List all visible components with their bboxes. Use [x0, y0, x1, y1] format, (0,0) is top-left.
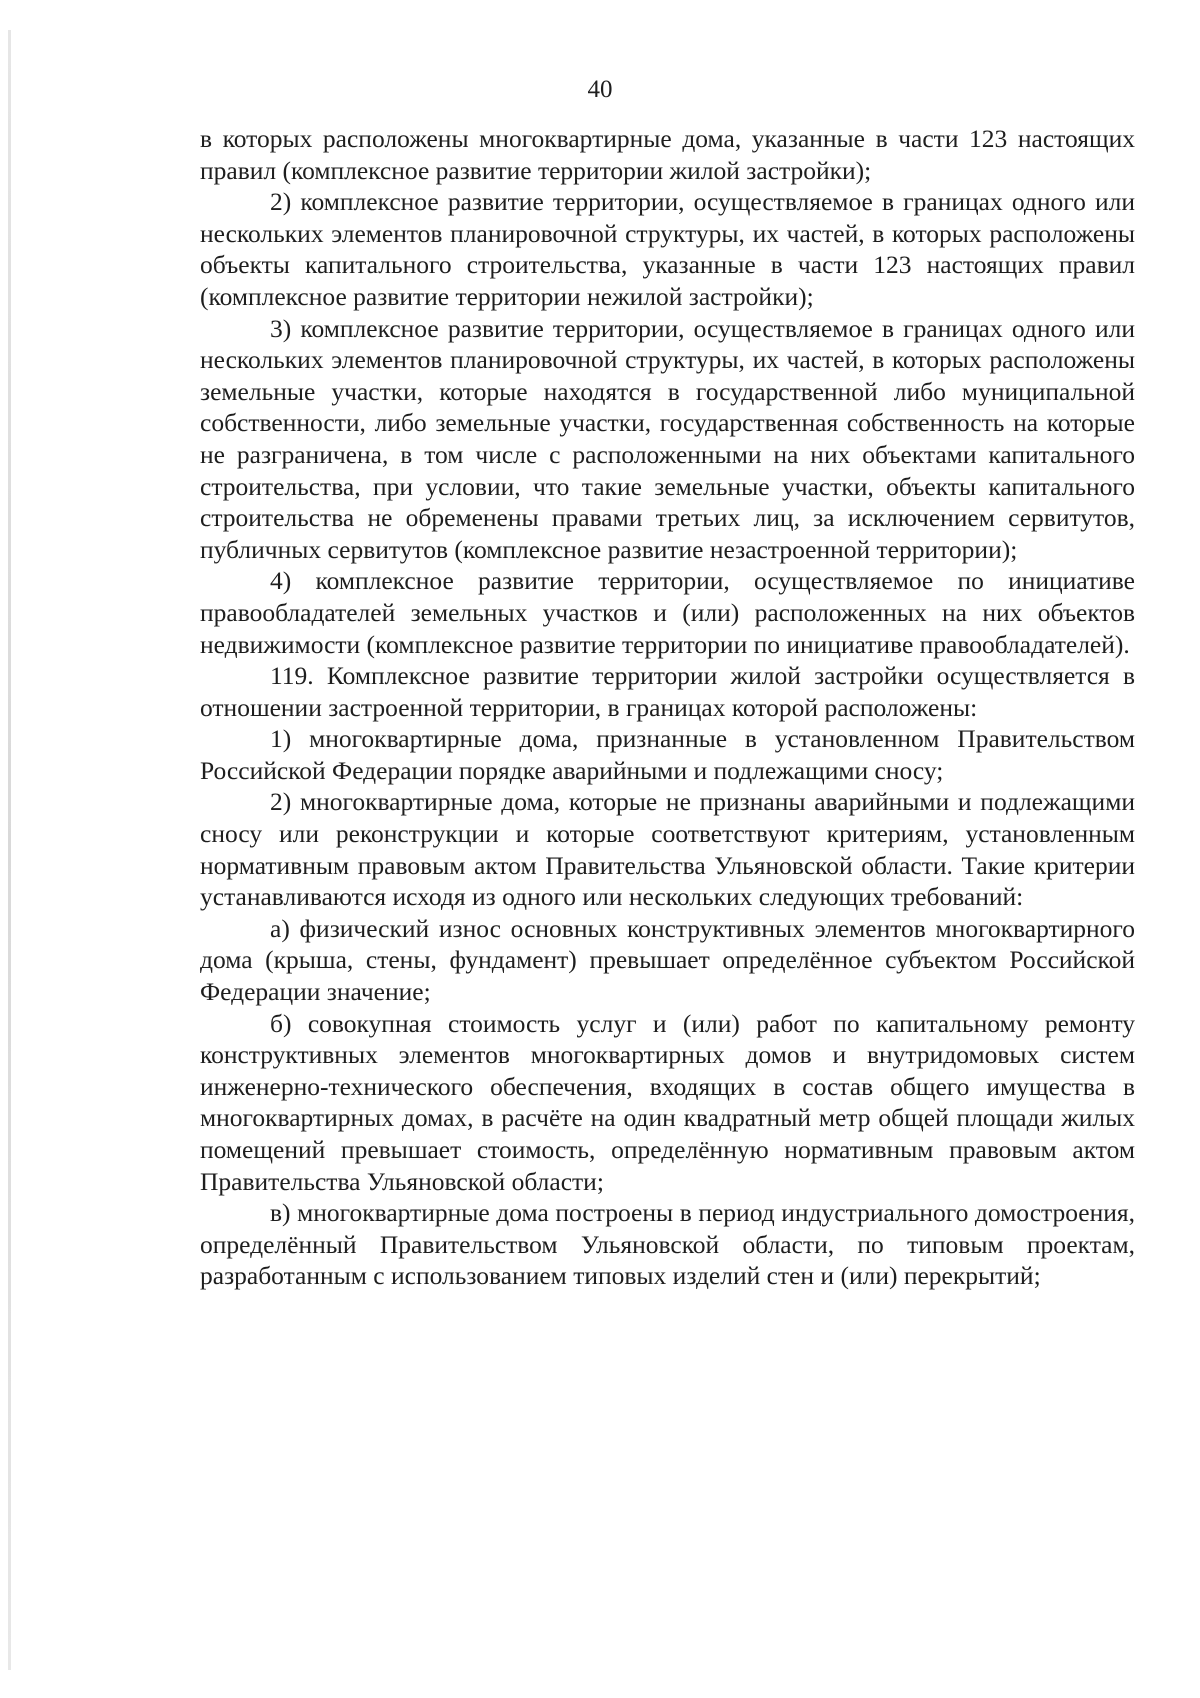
page-number: 40: [587, 76, 613, 103]
paragraph: 4) комплексное развитие территории, осуществляемое по инициативе правообладателей земельных участков и (или) расположенных на них объектов недвижимости (комплексное развитие территории по инициативе правообладателей).: [200, 566, 1135, 659]
paragraph: 119. Комплексное развитие территории жилой застройки осуществляется в отношении застроенной территории, в границах которой расположены:: [200, 661, 1135, 722]
scan-edge-shadow: [8, 30, 11, 1670]
paragraph: 3) комплексное развитие территории, осуществляемое в границах одного или нескольких элементов планировочной структуры, их частей, в которых расположены земельные участки, которые находятся в государственной либо муниципальной собственности, либо земельные участки, государственная собственность на которые не разграничена, в том числе с расположенными на них объектами капитального строительства, при условии, что такие земельные участки, объекты капитального строительства не обременены правами третьих лиц, за исключением сервитутов, публичных сервитутов (комплексное развитие незастроенной территории);: [200, 313, 1135, 564]
paragraph: а) физический износ основных конструктивных элементов многоквартирного дома (крыша, стены, фундамент) превышает определённое субъектом Российской Федерации значение;: [200, 913, 1135, 1007]
paragraph: б) совокупная стоимость услуг и (или) работ по капитальному ремонту конструктивных элементов многоквартирных домов и внутридомовых систем инженерно-технического обеспечения, входящих в состав общего имущества в многоквартирных домах, в расчёте на один квадратный метр общей площади жилых помещений превышает стоимость, определённую нормативным правовым актом Правительства Ульяновской области;: [200, 1008, 1135, 1196]
document-body: [200, 123, 1135, 1292]
paragraph: 2) многоквартирные дома, которые не признаны аварийными и подлежащими сносу или реконструкции и которые соответствуют критериям, установленным нормативным правовым актом Правительства Ульяновской области. Такие критерии устанавливаются исходя из одного или нескольких следующих требований:: [200, 787, 1135, 912]
paragraph: 2) комплексное развитие территории, осуществляемое в границах одного или нескольких элементов планировочной структуры, их частей, в которых расположены объекты капитального строительства, указанные в части 123 настоящих правил (комплексное развитие территории нежилой застройки);: [200, 187, 1135, 311]
paragraph: в которых расположены многоквартирные дома, указанные в части 123 настоящих правил (комплексное развитие территории жилой застройки);: [200, 124, 1135, 185]
paragraph: в) многоквартирные дома построены в период индустриального домостроения, определённый Правительством Ульяновской области, по типовым проектам, разработанным с использованием типовых изделий стен и (или) перекрытий;: [200, 1198, 1135, 1291]
paragraph: 1) многоквартирные дома, признанные в установленном Правительством Российской Федерации порядке аварийными и подлежащими сносу;: [200, 724, 1135, 785]
